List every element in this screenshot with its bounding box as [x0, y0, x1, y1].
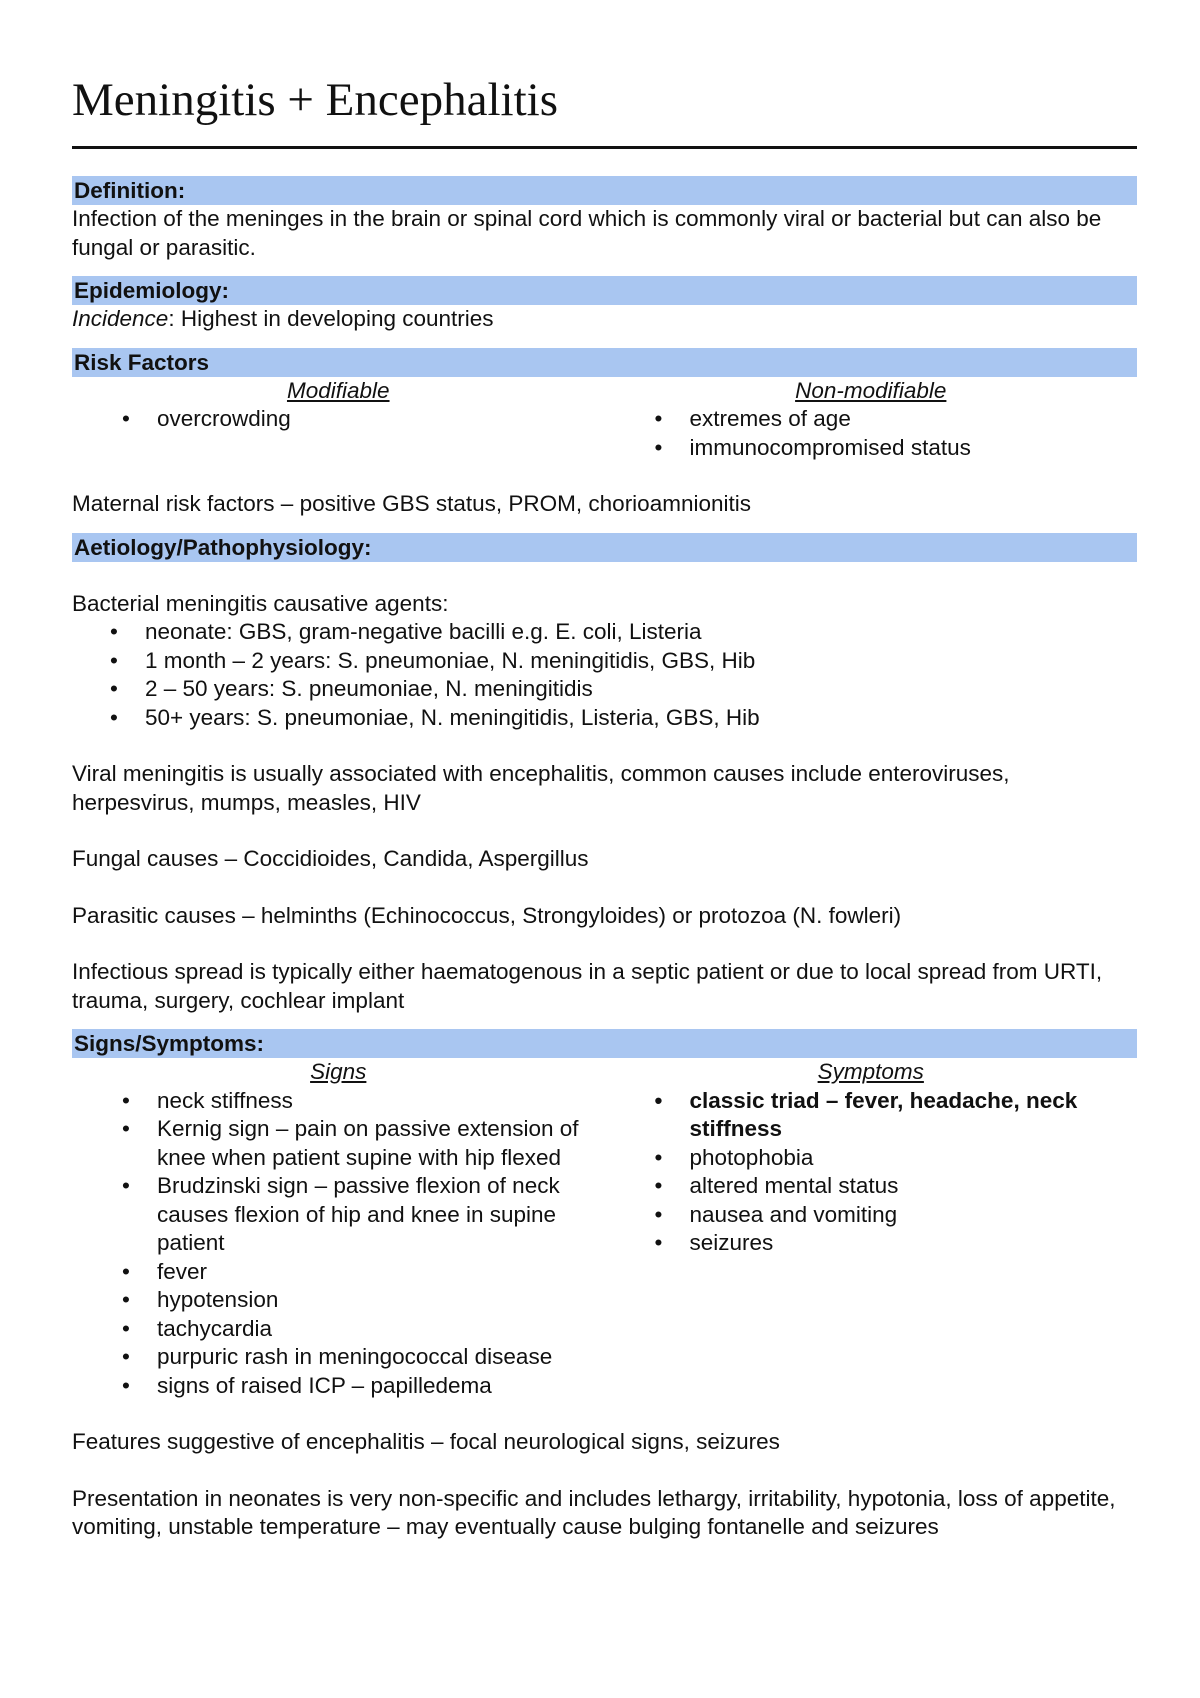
list-item: • Brudzinski sign – passive flexion of neck causes flexion of hip and knee in supine patient [72, 1172, 605, 1258]
non-modifiable-label: Non-modifiable [795, 377, 947, 403]
list-item: • overcrowding [72, 405, 605, 434]
list-item: • 2 – 50 years: S. pneumoniae, N. meningitidis [72, 675, 1137, 704]
modifiable-label: Modifiable [286, 377, 390, 403]
modifiable-column [72, 377, 605, 463]
maternal-risk-text: Maternal risk factors – positive GBS status, PROM, chorioamnionitis [72, 491, 751, 516]
list-item: • immunocompromised status [605, 434, 1138, 463]
list-item: • signs of raised ICP – papilledema [72, 1372, 605, 1401]
incidence-line [72, 305, 1137, 334]
list-item: • neonate: GBS, gram-negative bacilli e.g. E. coli, Listeria [72, 618, 1137, 647]
list-item: • extremes of age [605, 405, 1138, 434]
encephalitis-features-text: Features suggestive of encephalitis – focal neurological signs, seizures [72, 1429, 780, 1454]
symptoms-label: Symptoms [817, 1059, 924, 1084]
symptoms-list [605, 1087, 1138, 1258]
list-item: • 1 month – 2 years: S. pneumoniae, N. meningitidis, GBS, Hib [72, 647, 1137, 676]
list-item: • photophobia [605, 1144, 1138, 1173]
symptoms-column [605, 1058, 1138, 1400]
signs-symptoms-header: Signs/Symptoms: [72, 1029, 1137, 1058]
neonates-presentation-text: Presentation in neonates is very non-specific and includes lethargy, irritability, hypotonia, loss of appetite, vomiting, unstable temperature – may eventually cause bulging fontanelle and seizures [72, 1485, 1116, 1539]
modifiable-list [72, 405, 605, 434]
incidence-text: : Highest in developing countries [168, 306, 494, 331]
non-modifiable-column [605, 377, 1138, 463]
incidence-label: Incidence [72, 306, 169, 331]
list-item: • neck stiffness [72, 1087, 605, 1116]
page-title: Meningitis + Encephalitis [72, 72, 1137, 149]
parasitic-text: Parasitic causes – helminths (Echinococcus, Strongyloides) or protozoa (N. fowleri) [72, 902, 902, 928]
definition-text: Infection of the meninges in the brain or spinal cord which is commonly viral or bacterial but can also be fungal or parasitic. [72, 206, 1102, 260]
signs-label: Signs [310, 1059, 367, 1084]
epidemiology-header: Epidemiology: [72, 276, 1137, 305]
document-page [72, 72, 1137, 1542]
spread-text: Infectious spread is typically either haematogenous in a septic patient or due to local spread from URTI, trauma, surgery, cochlear implant [72, 959, 1103, 1013]
signs-column [72, 1058, 605, 1400]
list-item: • fever [72, 1258, 605, 1287]
risk-factors-columns [72, 377, 1137, 463]
list-item: • altered mental status [605, 1172, 1138, 1201]
bacterial-intro: Bacterial meningitis causative agents: [72, 590, 449, 616]
list-item: • tachycardia [72, 1315, 605, 1344]
list-item: • 50+ years: S. pneumoniae, N. meningitidis, Listeria, GBS, Hib [72, 704, 1137, 733]
list-item: • Kernig sign – pain on passive extension of knee when patient supine with hip flexed [72, 1115, 605, 1172]
definition-header: Definition: [72, 176, 1137, 205]
aetiology-header: Aetiology/Pathophysiology: [72, 533, 1137, 562]
non-modifiable-list [605, 405, 1138, 462]
list-item-classic-triad: • classic triad – fever, headache, neck stiffness [605, 1087, 1138, 1144]
list-item: • seizures [605, 1229, 1138, 1258]
signs-symptoms-columns [72, 1058, 1137, 1400]
list-item: • purpuric rash in meningococcal disease [72, 1343, 605, 1372]
fungal-text: Fungal causes – Coccidioides, Candida, Aspergillus [72, 846, 589, 871]
bacterial-agents-list [72, 618, 1137, 732]
risk-factors-header: Risk Factors [72, 348, 1137, 377]
list-item: • nausea and vomiting [605, 1201, 1138, 1230]
viral-text: Viral meningitis is usually associated with encephalitis, common causes include enteroviruses, herpesvirus, mumps, measles, HIV [72, 761, 1010, 815]
list-item: • hypotension [72, 1286, 605, 1315]
signs-list [72, 1087, 605, 1401]
